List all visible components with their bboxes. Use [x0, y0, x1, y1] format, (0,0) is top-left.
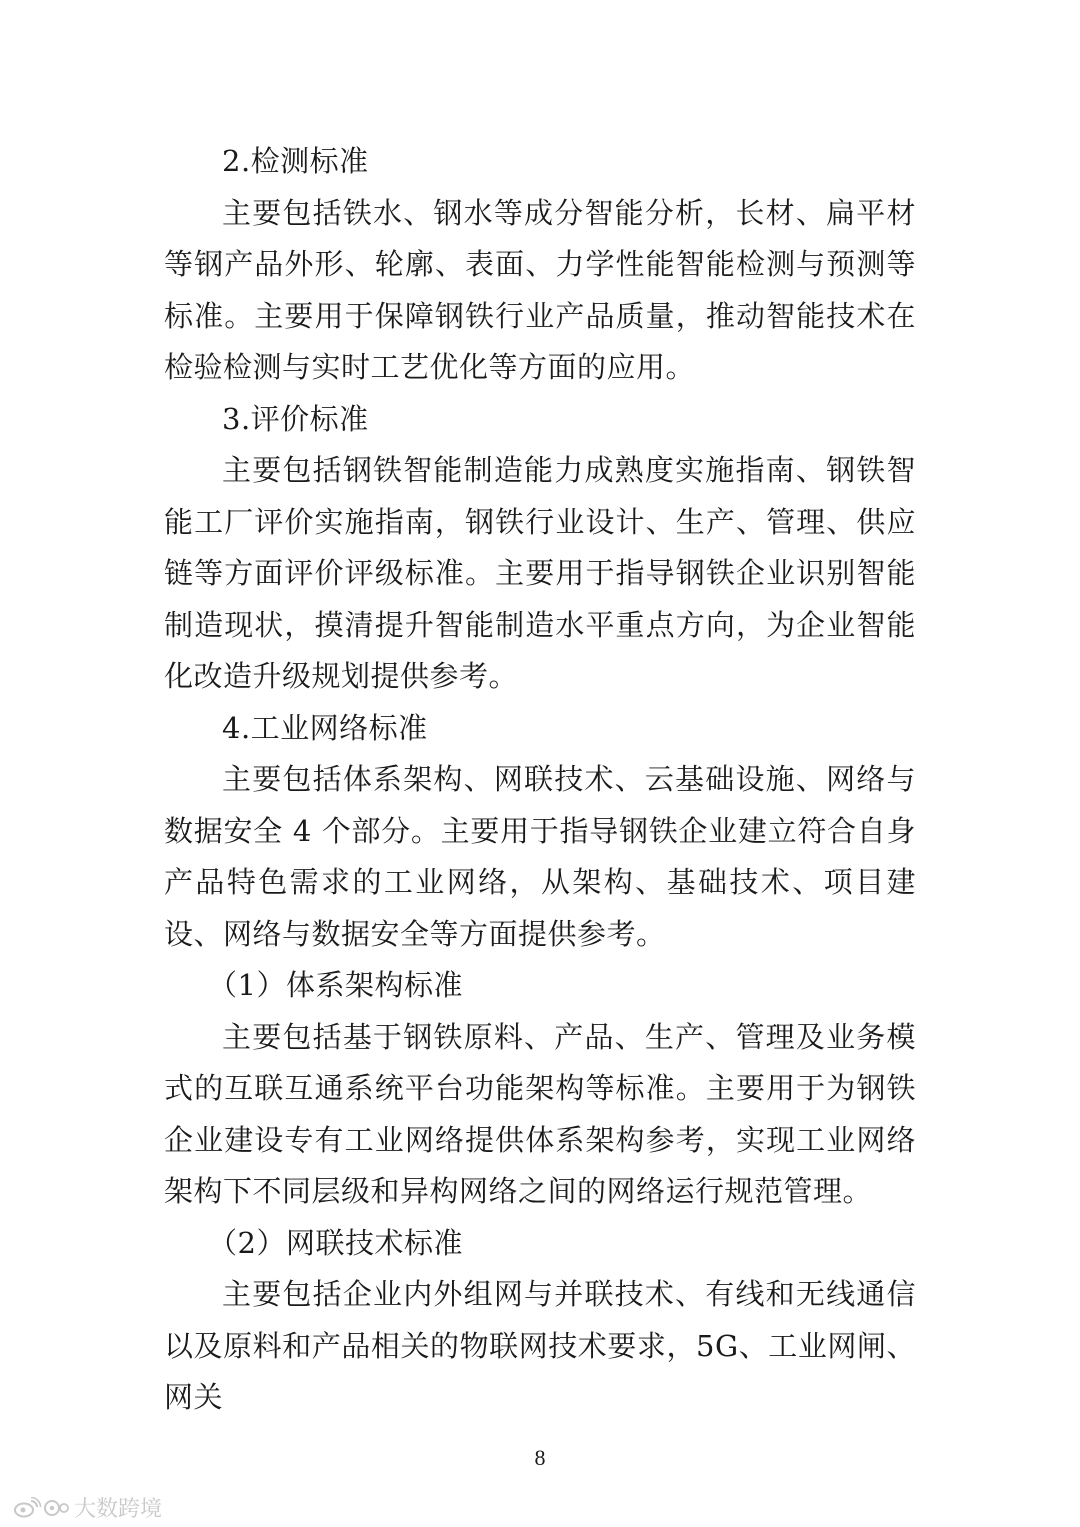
paragraph-industrial-network: 主要包括体系架构、网联技术、云基础设施、网络与数据安全 4 个部分。主要用于指导钢铁企业建立符合自身产品特色需求的工业网络，从架构、基础技术、项目建设、网络与数据安全等方面提供参考。	[164, 762, 916, 951]
watermark	[14, 1492, 162, 1523]
subsection-heading-architecture: （1）体系架构标准	[208, 968, 463, 1002]
paragraph-detection: 主要包括铁水、钢水等成分智能分析，长材、扁平材等钢产品外形、轮廓、表面、力学性能智能检测与预测等标准。主要用于保障钢铁行业产品质量，推动智能技术在检验检测与实时工艺优化等方面的应用。	[164, 195, 916, 384]
watermark-text: 大数跨境	[74, 1497, 163, 1522]
paragraph-architecture: 主要包括基于钢铁原料、产品、生产、管理及业务模式的互联互通系统平台功能架构等标准。主要用于为钢铁企业建设专有工业网络提供体系架构参考，实现工业网络架构下不同层级和异构网络之间的网络运行规范管理。	[164, 1019, 916, 1208]
section-heading-industrial-network: 4.工业网络标准	[222, 710, 428, 745]
subsection-heading-networking: （2）网联技术标准	[208, 1225, 463, 1260]
paragraph-networking: 主要包括企业内外组网与并联技术、有线和无线通信以及原料和产品相关的物联网技术要求，5G、工业网闸、网关	[164, 1277, 916, 1414]
weibo-logo-icon	[14, 1497, 70, 1519]
section-heading-detection: 2.检测标准	[222, 144, 369, 178]
paragraph-evaluation: 主要包括钢铁智能制造能力成熟度实施指南、钢铁智能工厂评价实施指南，钢铁行业设计、生产、管理、供应链等方面评价评级标准。主要用于指导钢铁企业识别智能制造现状，摸清提升智能制造水平重点方向，为企业智能化改造升级规划提供参考。	[164, 453, 916, 693]
page-content	[164, 136, 916, 1424]
section-heading-evaluation: 3.评价标准	[222, 401, 369, 436]
page-number: 8	[534, 1445, 546, 1470]
